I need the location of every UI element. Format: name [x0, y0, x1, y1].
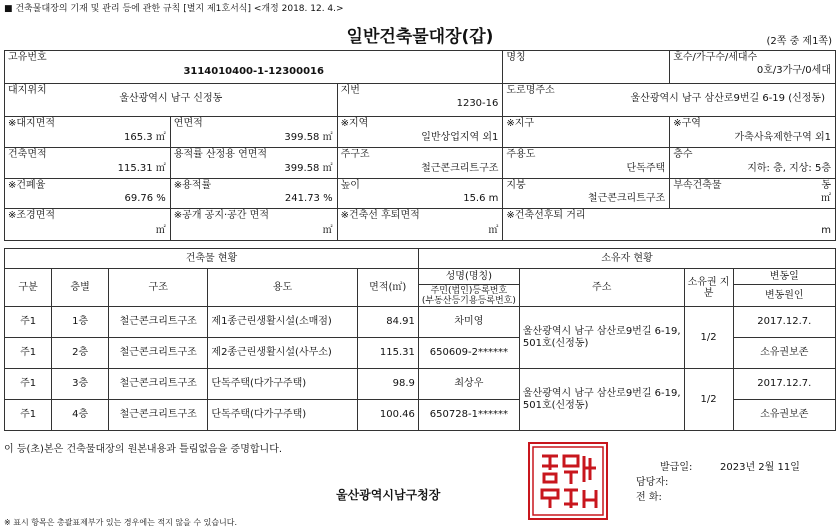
annex-area-unit: ㎡ [821, 193, 831, 204]
col-id-number-line2: (부동산등기용등록번호) [421, 295, 516, 306]
open-space-cell [170, 209, 337, 241]
district-cell [503, 117, 670, 148]
floor-structure: 철근콘크리트구조 [109, 400, 208, 431]
owner-address [519, 307, 684, 369]
owner-status-title: 소유자 현황 [418, 249, 835, 269]
roof-value: 철근콘크리트구조 [587, 193, 666, 204]
document-title: 일반건축물대장(갑) [346, 27, 494, 47]
annex-count-unit: 동 [821, 180, 831, 191]
floor-type: 주1 [5, 338, 52, 369]
owner-change-reason: 소유권보존 [733, 400, 835, 431]
status-table [4, 248, 836, 431]
table-row [5, 307, 836, 338]
far-area-value: 399.58 ㎡ [284, 163, 333, 174]
annex-label: 부속건축물 [673, 180, 722, 191]
open-space-unit: ㎡ [322, 225, 333, 236]
site-location-label: 대지위치 [8, 85, 47, 96]
col-floor: 층별 [52, 269, 109, 307]
land-area-value: 165.3 ㎡ [123, 132, 166, 143]
district-label: ※지구 [506, 118, 535, 129]
owner-share: 1/2 [684, 369, 733, 431]
floor-level: 3층 [52, 369, 109, 400]
floor-structure: 철근콘크리트구조 [109, 338, 208, 369]
col-change-reason: 변동원인 [733, 285, 835, 307]
floor-type: 주1 [5, 369, 52, 400]
floor-use: 단독주택(다가구주택) [208, 400, 357, 431]
setback-area-label: ※건축선 후퇴면적 [340, 210, 420, 221]
col-type: 구분 [5, 269, 52, 307]
coverage-value: 69.76 % [124, 193, 166, 204]
footnote: ※ 표시 항목은 총괄표제부가 있는 경우에는 적지 않을 수 있습니다. [4, 518, 238, 527]
owner-address [519, 369, 684, 431]
height-value: 15.6 m [463, 193, 499, 204]
far-label: ※용적률 [173, 180, 212, 191]
road-address-cell [503, 84, 836, 117]
owner-name: 차미영 [418, 307, 519, 338]
road-address-value: 울산광역시 남구 삼산로9번길 6-19 (신정동) [630, 93, 825, 104]
official-seal [528, 442, 608, 520]
annex-cell [670, 179, 836, 209]
col-share: 소유권 지분 [684, 269, 733, 307]
col-change-date: 변동일 [733, 269, 835, 285]
owner-address-line1: 울산광역시 남구 삼산로9번길 6-19, [522, 325, 681, 337]
floors-value: 지하: 층, 지상: 5층 [747, 163, 831, 174]
floor-area-label: 연면적 [173, 118, 203, 129]
setback-distance-unit: m [821, 225, 831, 236]
owner-name: 최상우 [418, 369, 519, 400]
zone-value: 일반상업지역 외1 [421, 132, 499, 143]
main-structure-cell [337, 148, 503, 179]
floor-area: 98.9 [357, 369, 418, 400]
owner-share: 1/2 [684, 307, 733, 369]
far-cell [170, 179, 337, 209]
floor-use: 제2종근린생활시설(사무소) [208, 338, 357, 369]
units-cell [670, 51, 836, 84]
far-area-label: 용적률 산정용 연면적 [173, 149, 268, 160]
certification-text: 이 등(초)본은 건축물대장의 원본내용과 틀림없음을 증명합니다. [4, 444, 283, 455]
owner-id: 650609-2****** [418, 338, 519, 369]
building-name-cell [503, 51, 670, 84]
lot-number-value: 1230-16 [456, 98, 499, 109]
owner-change-date: 2017.12.7. [733, 307, 835, 338]
floor-use: 단독주택(다가구주택) [208, 369, 357, 400]
floors-label: 층수 [673, 149, 693, 160]
building-area-cell [5, 148, 171, 179]
building-area-label: 건축면적 [8, 149, 47, 160]
building-status-title: 건축물 현황 [5, 249, 419, 269]
far-value: 241.73 % [284, 193, 333, 204]
zone-cell [337, 117, 503, 148]
issuer-name: 울산광역시남구청장 [336, 488, 441, 502]
site-location-cell [5, 84, 338, 117]
col-id-number-line1: 주민(법인)등록번호 [430, 285, 508, 296]
floor-structure: 철근콘크리트구조 [109, 369, 208, 400]
floor-use: 제1종근린생활시설(소매점) [208, 307, 357, 338]
owner-id: 650728-1****** [418, 400, 519, 431]
road-address-label: 도로명주소 [506, 85, 555, 96]
units-value: 0호/3가구/0세대 [756, 65, 831, 76]
issue-date-label: 발급일: [660, 462, 693, 473]
col-structure: 구조 [109, 269, 208, 307]
main-use-value: 단독주택 [626, 163, 666, 174]
setback-distance-cell [503, 209, 836, 241]
col-id-number [418, 285, 519, 307]
setback-distance-label: ※건축선후퇴 거리 [506, 210, 586, 221]
site-location-value: 울산광역시 남구 신정동 [119, 93, 223, 104]
building-info-table [4, 50, 836, 241]
lot-number-cell [337, 84, 503, 117]
building-name-label: 명칭 [506, 52, 526, 63]
col-area: 면적(㎡) [357, 269, 418, 307]
floor-type: 주1 [5, 307, 52, 338]
regulation-text: ■ 건축물대장의 기재 및 관리 등에 관한 규칙 [별지 제1호서식] <개정 2018. 12. 4.> [4, 4, 344, 14]
floors-cell [670, 148, 836, 179]
roof-cell [503, 179, 670, 209]
page-info: (2쪽 중 제1쪽) [766, 36, 832, 47]
unique-number-value: 3114010400-1-12300016 [183, 66, 324, 77]
far-area-cell [170, 148, 337, 179]
sector-label: ※구역 [673, 118, 701, 129]
handler-label: 담당자: [636, 477, 669, 488]
main-use-label: 주용도 [506, 149, 536, 160]
floor-area: 100.46 [357, 400, 418, 431]
coverage-cell [5, 179, 171, 209]
land-area-cell [5, 117, 171, 148]
height-label: 높이 [340, 180, 360, 191]
landscape-label: ※조경면적 [8, 210, 56, 221]
floor-level: 1층 [52, 307, 109, 338]
owner-change-date: 2017.12.7. [733, 369, 835, 400]
land-area-label: ※대지면적 [8, 118, 56, 129]
units-label: 호수/가구수/세대수 [673, 52, 758, 63]
floor-level: 4층 [52, 400, 109, 431]
sector-cell [670, 117, 836, 148]
coverage-label: ※건폐율 [8, 180, 46, 191]
sector-value: 가축사육제한구역 외1 [734, 132, 831, 143]
owner-address-line1: 울산광역시 남구 삼산로9번길 6-19, [522, 387, 681, 399]
col-address: 주소 [519, 269, 684, 307]
lot-number-label: 지번 [340, 85, 360, 96]
owner-address-line2: 501호(신정동) [522, 337, 589, 349]
main-structure-label: 주구조 [340, 149, 370, 160]
floor-area: 115.31 [357, 338, 418, 369]
main-structure-value: 철근콘크리트구조 [421, 163, 499, 174]
height-cell [337, 179, 503, 209]
floor-area: 84.91 [357, 307, 418, 338]
building-area-value: 115.31 ㎡ [117, 163, 166, 174]
open-space-label: ※공개 공지·공간 면적 [173, 210, 269, 221]
main-use-cell [503, 148, 670, 179]
setback-area-cell [337, 209, 503, 241]
landscape-unit: ㎡ [155, 225, 166, 236]
floor-type: 주1 [5, 400, 52, 431]
floor-area-value: 399.58 ㎡ [284, 132, 333, 143]
floor-structure: 철근콘크리트구조 [109, 307, 208, 338]
landscape-cell [5, 209, 171, 241]
table-row [5, 369, 836, 400]
floor-level: 2층 [52, 338, 109, 369]
zone-label: ※지역 [340, 118, 369, 129]
roof-label: 지붕 [506, 180, 526, 191]
unique-number-label: 고유번호 [8, 52, 47, 63]
unique-number-cell [5, 51, 503, 84]
issue-date-value: 2023년 2월 11일 [720, 462, 800, 473]
seal-icon [530, 444, 606, 518]
owner-address-line2: 501호(신정동) [522, 399, 589, 411]
owner-change-reason: 소유권보존 [733, 338, 835, 369]
setback-area-unit: ㎡ [488, 225, 499, 236]
floor-area-cell [170, 117, 337, 148]
col-owner-name: 성명(명칭) [418, 269, 519, 285]
col-use: 용도 [208, 269, 357, 307]
phone-label: 전 화: [636, 492, 662, 503]
